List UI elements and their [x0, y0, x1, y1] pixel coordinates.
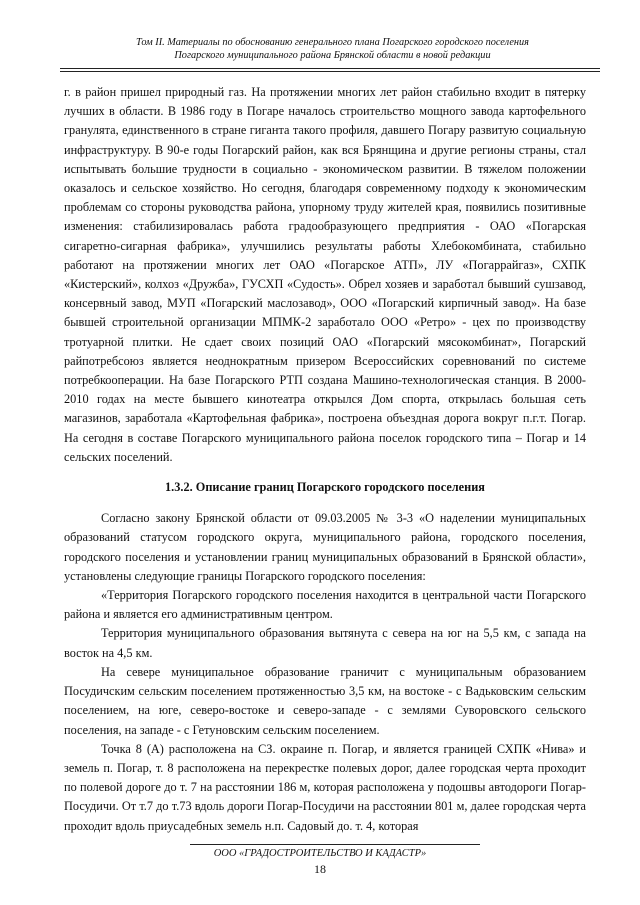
section-heading: 1.3.2. Описание границ Погарского городского поселения [165, 480, 485, 495]
header-line-2: Погарского муниципального района Брянской области в новой редакции [174, 50, 491, 61]
header-line-1: Том II. Материалы по обоснованию генерального плана Погарского городского поселения [136, 37, 529, 48]
paragraph-territory: «Территория Погарского городского поселения находится в центральной части Погарского района и является его административным центром. [64, 588, 586, 622]
running-header [60, 36, 605, 62]
footer-divider [190, 844, 480, 845]
document-body [64, 83, 586, 836]
paragraph-boundary-points: Точка 8 (А) расположена на СЗ. окраине п. Погар, и является границей СХПК «Нива» и земель п. Погар, т. 8 расположена на перекрестке полевых дорог, далее городская черта проходит по полевой дороге до т. 7 на расстоянии 186 м, которая расположена у подошвы автодороги Погар-Посудичи. От т.7 до т.73 вдоль дороги Погар-Посудичи на расстоянии 801 м, далее городская черта проходит вдоль приусадебных земель н.п. Садовый до. т. 4, которая [64, 741, 586, 833]
paragraph-neighbors: На севере муниципальное образование граничит с муниципальным образованием Посудичским сельским поселением протяженностью 3,5 км, на востоке - с Вадьковским сельским поселением, на юге, северо-востоке и северо-западе - с землями Суворовского сельского поселения, на западе - с Гетуновским сельским поселением. [64, 664, 586, 737]
header-divider [60, 68, 600, 72]
page-number: 18 [314, 862, 326, 876]
paragraph-extent: Территория муниципального образования вытянута с севера на юг на 5,5 км, с запада на восток на 4,5 км. [64, 626, 586, 660]
footer-company: ООО «ГРАДОСТРОИТЕЛЬСТВО И КАДАСТР» [213, 848, 427, 859]
paragraph-law: Согласно закону Брянской области от 09.03.2005 № 3-3 «О наделении муниципальных образований статусом городского округа, муниципального района, городского поселения, городского поселения и установлении границ муниципальных образований в Брянской области», установлены следующие границы Погарского городского поселения: [64, 511, 586, 583]
paragraph-history: г. в район пришел природный газ. На протяжении многих лет район стабильно входит в пятерку лучших в области. В 1986 году в Погаре началось строительство мощного завода картофельного гранулята, единственного в стране гиганта такого профиля, давшего Погару развитую социальную инфраструктуру. В 90-е годы Погарский район, как вся Брянщина и другие регионы страны, стал испытывать большие трудности в социально - экономическом развитии. В тяжелом положении оказалось и сельское хозяйство. Но сегодня, благодаря современному подходу к экономическим проблемам со стороны руководства района, упорному труду жителей края, появились позитивные изменения: стабилизировалась работа градообразующего предприятия - ОАО «Погарская сигаретно-сигарная фабрика», улучшились результаты работы Хлебокомбината, стабильно работают на протяжении многих лет ОАО «Погарское АТП», ЛУ «Погаррайгаз», СХПК «Кистерский», колхоз «Дружба», ГУСХП «Судость». Обрел хозяев и заработал бывший сушзавод, консервный завод, МУП «Погарский маслозавод», ООО «Погарский кирпичный завод». На базе бывшей строительной организации МПМК-2 заработало ООО «Ретро» - цех по производству тротуарной плитки. Не сдает своих позиций ОАО «Погарский мясокомбинат», Погарский райпотребсоюз является неоднократным призером Всероссийских соревнований по системе потребкооперации. На базе Погарского РТП создана Машино-технологическая станция. В 2000-2010 годах на месте бывшего кинотеатра открылся Дом спорта, открылась большая сеть магазинов, заработала «Картофельная фабрика», построена объездная дорога вокруг п.г.т. Погар. На сегодня в составе Погарского муниципального района поселок городского типа – Погар и 14 сельских поселений. [64, 85, 586, 464]
